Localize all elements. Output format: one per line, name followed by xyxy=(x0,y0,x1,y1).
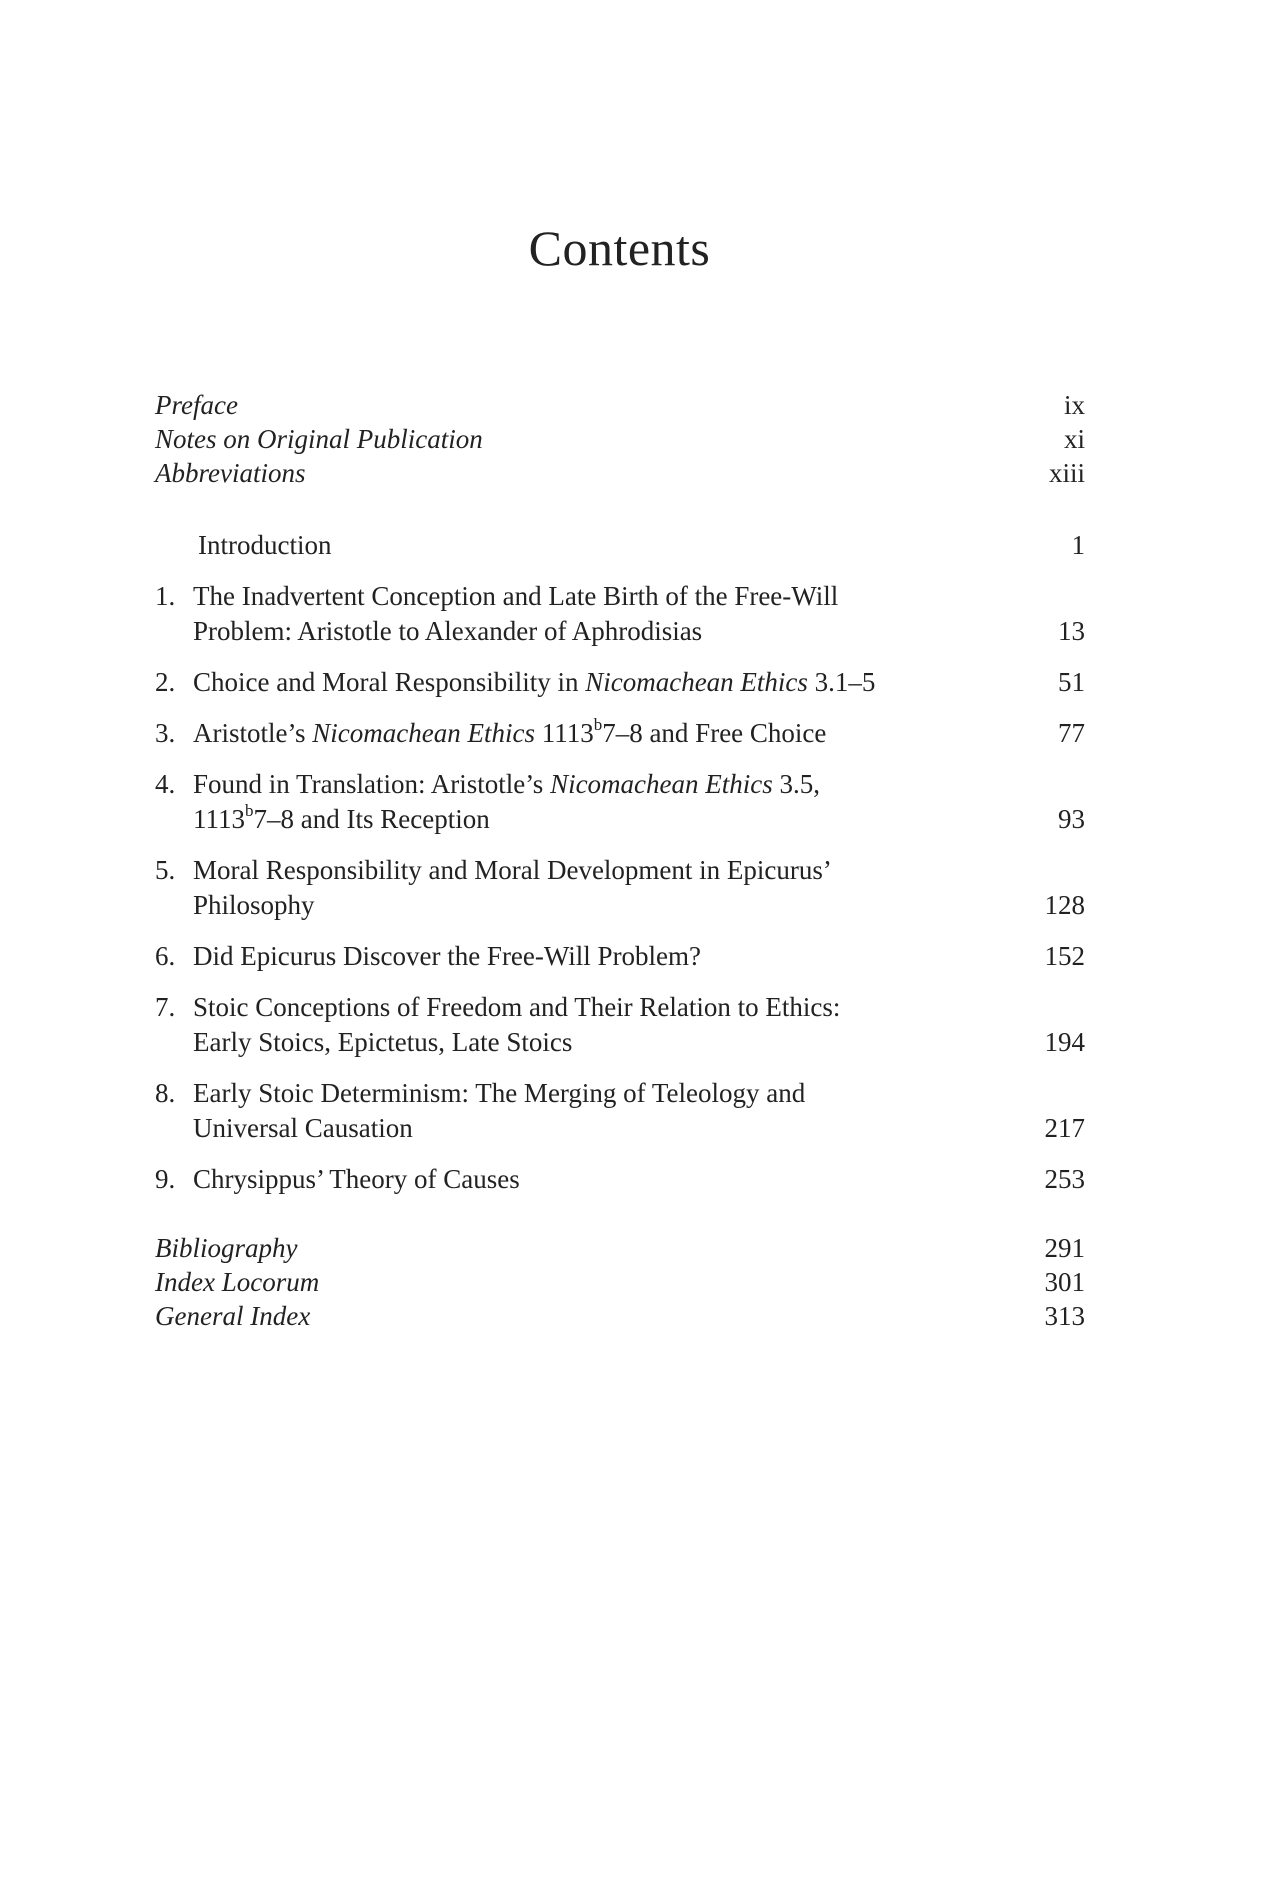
chapter-title-text xyxy=(193,1076,965,1146)
chapter-title-pre: Aristotle’s xyxy=(193,718,313,748)
chapter-title xyxy=(155,1162,965,1197)
chapter-title-italic: Nicomachean Ethics xyxy=(585,667,808,697)
chapter-title-italic: Nicomachean Ethics xyxy=(550,769,773,799)
chapter-title-line-2: Universal Causation xyxy=(193,1113,413,1143)
toc-entry-page: 1 xyxy=(1071,530,1085,560)
chapter-title-text xyxy=(193,716,965,751)
chapter-number: 5. xyxy=(155,855,176,885)
chapter-number: 2. xyxy=(155,667,176,697)
chapter-title-line-1: Stoic Conceptions of Freedom and Their Relation to Ethics: xyxy=(193,992,841,1022)
chapter-title-post: 7–8 and Free Choice xyxy=(602,718,827,748)
chapter-title-superscript: b xyxy=(593,715,603,734)
chapter-title-line-2: Philosophy xyxy=(193,890,315,920)
chapter-number: 8. xyxy=(155,1078,176,1108)
chapter-number: 9. xyxy=(155,1164,176,1194)
chapter-list xyxy=(155,528,1085,1213)
toc-entry-label: Abbreviations xyxy=(155,458,306,488)
toc-entry-page: xiii xyxy=(1048,458,1085,488)
chapter-title-post: 3.1–5 xyxy=(807,667,876,697)
toc-entry-label: Preface xyxy=(155,390,238,420)
toc-entry-label: General Index xyxy=(155,1301,311,1331)
toc-entry-page: 13 xyxy=(1058,616,1085,646)
toc-entry-label: Introduction xyxy=(198,530,332,560)
chapter-title-line-2: Early Stoics, Epictetus, Late Stoics xyxy=(193,1027,573,1057)
toc-entry-notes-on-original-publication[interactable] xyxy=(155,422,1085,456)
chapter-title-line-2: Problem: Aristotle to Alexander of Aphrodisias xyxy=(193,616,703,646)
page-title: Contents xyxy=(528,220,711,276)
chapter-title-text xyxy=(193,767,965,837)
back-matter-list xyxy=(155,1231,1085,1333)
toc-entry-index-locorum[interactable] xyxy=(155,1265,1085,1299)
toc-entry-label: Notes on Original Publication xyxy=(155,424,483,454)
chapter-title-superscript: b xyxy=(245,801,254,820)
chapter-title-text: Did Epicurus Discover the Free-Will Problem? xyxy=(193,941,702,971)
toc-entry-abbreviations[interactable] xyxy=(155,456,1085,490)
toc-entry-page: 77 xyxy=(1058,718,1085,748)
toc-entry-chapter-5[interactable] xyxy=(155,853,1085,923)
chapter-number: 1. xyxy=(155,581,176,611)
chapter-title-pre: Found in Translation: Aristotle’s xyxy=(193,769,551,799)
chapter-title-pre: Choice and Moral Responsibility in xyxy=(193,667,586,697)
chapter-number: 7. xyxy=(155,992,176,1022)
chapter-number: 4. xyxy=(155,769,176,799)
toc-entry-page: 51 xyxy=(1058,667,1085,697)
chapter-title xyxy=(155,767,965,837)
front-matter-list xyxy=(155,388,1085,490)
toc-entry-chapter-6[interactable] xyxy=(155,939,1085,974)
chapter-number: 3. xyxy=(155,718,176,748)
chapter-title-mid: 1113 xyxy=(534,718,594,748)
toc-entry-chapter-1[interactable] xyxy=(155,579,1085,649)
toc-entry-page: 194 xyxy=(1044,1027,1085,1057)
toc-entry-chapter-4[interactable] xyxy=(155,767,1085,837)
chapter-title-line-2-post: 7–8 and Its Reception xyxy=(253,804,490,834)
toc-entry-page: 313 xyxy=(1044,1301,1085,1331)
toc-entry-page: 291 xyxy=(1044,1233,1085,1263)
toc-entry-general-index[interactable] xyxy=(155,1299,1085,1333)
toc-entry-chapter-7[interactable] xyxy=(155,990,1085,1060)
toc-entry-page: 217 xyxy=(1044,1113,1085,1143)
chapter-title-text xyxy=(193,853,965,923)
chapter-title-line-1: Moral Responsibility and Moral Development in Epicurus’ xyxy=(193,855,832,885)
toc-entry-preface[interactable] xyxy=(155,388,1085,422)
chapter-number: 6. xyxy=(155,941,176,971)
chapter-title-line-1: Early Stoic Determinism: The Merging of Teleology and xyxy=(193,1078,806,1108)
chapter-title-text xyxy=(193,990,965,1060)
toc-entry-page: xi xyxy=(1063,424,1085,454)
chapter-title xyxy=(155,665,965,700)
chapter-title-text xyxy=(193,665,965,700)
chapter-title-line-2-pre: 1113 xyxy=(193,804,245,834)
toc-entry-page: 93 xyxy=(1058,804,1085,834)
toc-entry-chapter-2[interactable] xyxy=(155,665,1085,700)
chapter-title xyxy=(155,716,965,751)
toc-entry-chapter-8[interactable] xyxy=(155,1076,1085,1146)
toc-entry-chapter-9[interactable] xyxy=(155,1162,1085,1197)
toc-entry-chapter-3[interactable] xyxy=(155,716,1085,751)
toc-entry-label: Bibliography xyxy=(155,1233,298,1263)
toc-entry-page: 253 xyxy=(1044,1164,1085,1194)
chapter-title xyxy=(155,990,965,1060)
chapter-title-line-1: The Inadvertent Conception and Late Birth of the Free-Will xyxy=(193,581,839,611)
chapter-title xyxy=(155,579,965,649)
toc-entry-page: 128 xyxy=(1044,890,1085,920)
chapter-title xyxy=(155,1076,965,1146)
toc-entry-label: Index Locorum xyxy=(155,1267,320,1297)
toc-entry-page: 301 xyxy=(1044,1267,1085,1297)
toc-entry-page: 152 xyxy=(1044,941,1085,971)
chapter-title-text xyxy=(193,579,965,649)
chapter-title-italic: Nicomachean Ethics xyxy=(312,718,535,748)
chapter-title xyxy=(155,853,965,923)
chapter-title-text: Chrysippus’ Theory of Causes xyxy=(193,1164,520,1194)
chapter-title-post: 3.5, xyxy=(772,769,821,799)
toc-entry-bibliography[interactable] xyxy=(155,1231,1085,1265)
toc-entry-page: ix xyxy=(1063,390,1085,420)
chapter-title xyxy=(155,939,965,974)
toc-entry-introduction[interactable] xyxy=(155,528,1085,563)
